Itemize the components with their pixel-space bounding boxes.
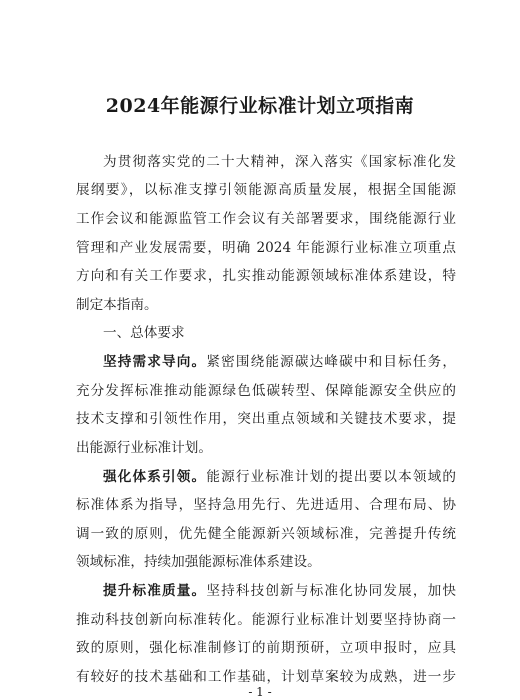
document-title: 2024年能源行业标准计划立项指南 [105, 95, 415, 117]
paragraph-lead: 强化体系引领。 [103, 469, 207, 485]
intro-line: 为贯彻落实党的二十大精神，深入落实《国家标准化发 [103, 154, 456, 170]
section-heading: 一、总体要求 [103, 325, 185, 341]
paragraph-line: 标准体系为指导，坚持急用先行、先进适用、合理布局、协 [76, 497, 456, 513]
paragraph-line: 充分发挥标准推动能源绿色低碳转型、保障能源安全供应的 [76, 383, 456, 399]
paragraph-line: 致的原则，强化标准制修订的前期预研，立项申报时，应具 [76, 640, 456, 656]
paragraph-text: 紧密围绕能源碳达峰碳中和目标任务， [206, 354, 456, 370]
intro-line: 管理和产业发展需要，明确 2024 年能源行业标准立项重点 [76, 240, 456, 256]
paragraph-first-line [103, 348, 456, 376]
paragraph-line: 出能源行业标准计划。 [76, 440, 212, 456]
paragraph-lead: 提升标准质量。 [103, 583, 207, 599]
intro-line: 方向和有关工作要求，扎实推动能源领域标准体系建设，特 [76, 268, 456, 284]
paragraph-line: 有较好的技术基础和工作基础，计划草案较为成熟，进一步 [76, 669, 456, 685]
paragraph-first-line [103, 463, 456, 491]
paragraph-lead: 坚持需求导向。 [103, 354, 207, 370]
intro-line: 展纲要》，以标准支撑引领能源高质量发展，根据全国能源 [76, 182, 456, 198]
paragraph-text: 能源行业标准计划的提出要以本领域的 [206, 469, 456, 485]
intro-line: 工作会议和能源监管工作会议有关部署要求，围绕能源行业 [76, 211, 456, 227]
intro-line: 制定本指南。 [76, 297, 158, 313]
page-number: - 1 - [248, 685, 272, 699]
paragraph-first-line [103, 577, 456, 605]
paragraph-line: 技术支撑和引领性作用，突出重点领域和关键技术要求，提 [76, 411, 456, 427]
paragraph-text: 坚持科技创新与标准化协同发展，加快 [206, 583, 456, 599]
paragraph-line: 领域标准，持续加强能源标准体系建设。 [76, 554, 321, 570]
paragraph-line: 调一致的原则，优先健全能源新兴领域标准，完善提升传统 [76, 526, 456, 542]
paragraph-line: 推动科技创新向标准转化。能源行业标准计划要坚持协商一 [76, 612, 456, 628]
